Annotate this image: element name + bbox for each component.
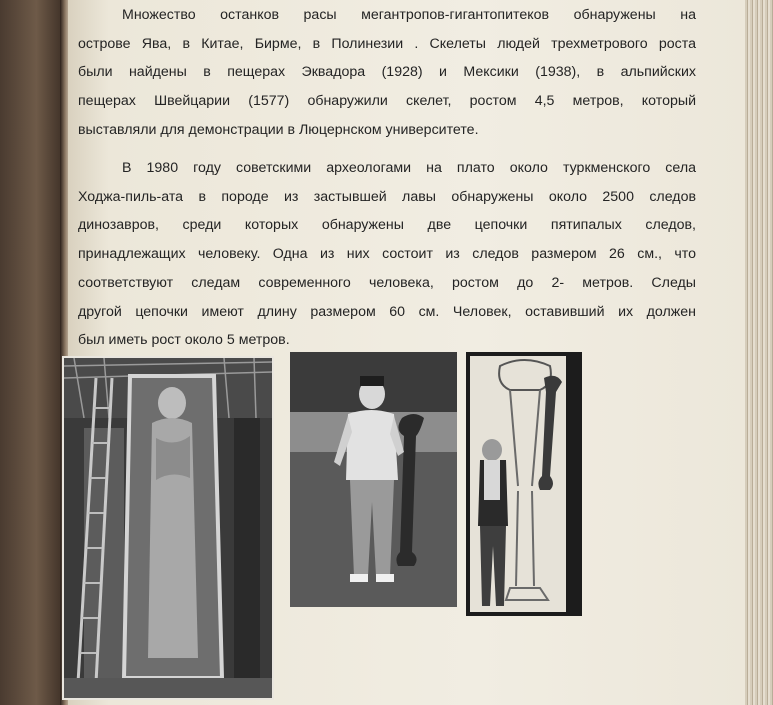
page-stack-edge: [745, 0, 773, 705]
text-line: Ходжа-пиль-ата в породе из застывшей лавы обнаружены около 2500 следов: [78, 188, 696, 205]
text-line: В 1980 году советскими археологами на плато около туркменского села: [122, 160, 696, 176]
photo-giant-in-box: [62, 356, 274, 700]
text-line: пещерах Швейцарии (1577) обнаружили скелет, ростом 4,5 метров, который: [78, 93, 696, 110]
photo-skeleton-drawing: [466, 352, 582, 616]
photo-man-with-bone: [290, 352, 457, 607]
text-line: динозавров, среди которых обнаружены две цепочки пятипалых следов,: [78, 217, 696, 234]
text-line: были найдены в пещерах Эквадора (1928) и Мексики (1938), в альпийских: [78, 64, 696, 81]
book-page: [68, 0, 748, 705]
paragraph-1: [78, 1, 696, 145]
text-line: был иметь рост около 5 метров.: [78, 332, 290, 349]
text-line: выставляли для демонстрации в Люцернском университете.: [78, 121, 479, 138]
text-line: острове Ява, в Китае, Бирме, в Полинезии . Скелеты людей трехметрового роста: [78, 35, 696, 52]
text-line: соответствуют следам современного человека, ростом до 2- метров. Следы: [78, 274, 696, 291]
text-line: принадлежащих человеку. Одна из них состоит из следов размером 26 см., что: [78, 246, 696, 263]
text-line: другой цепочки имеют длину размером 60 см. Человек, оставивший их должен: [78, 303, 696, 320]
text-line: Множество останков расы мегантропов-гигантопитеков обнаружены на: [122, 7, 696, 23]
paragraph-2: [78, 154, 696, 355]
left-page-edge: [0, 0, 66, 705]
